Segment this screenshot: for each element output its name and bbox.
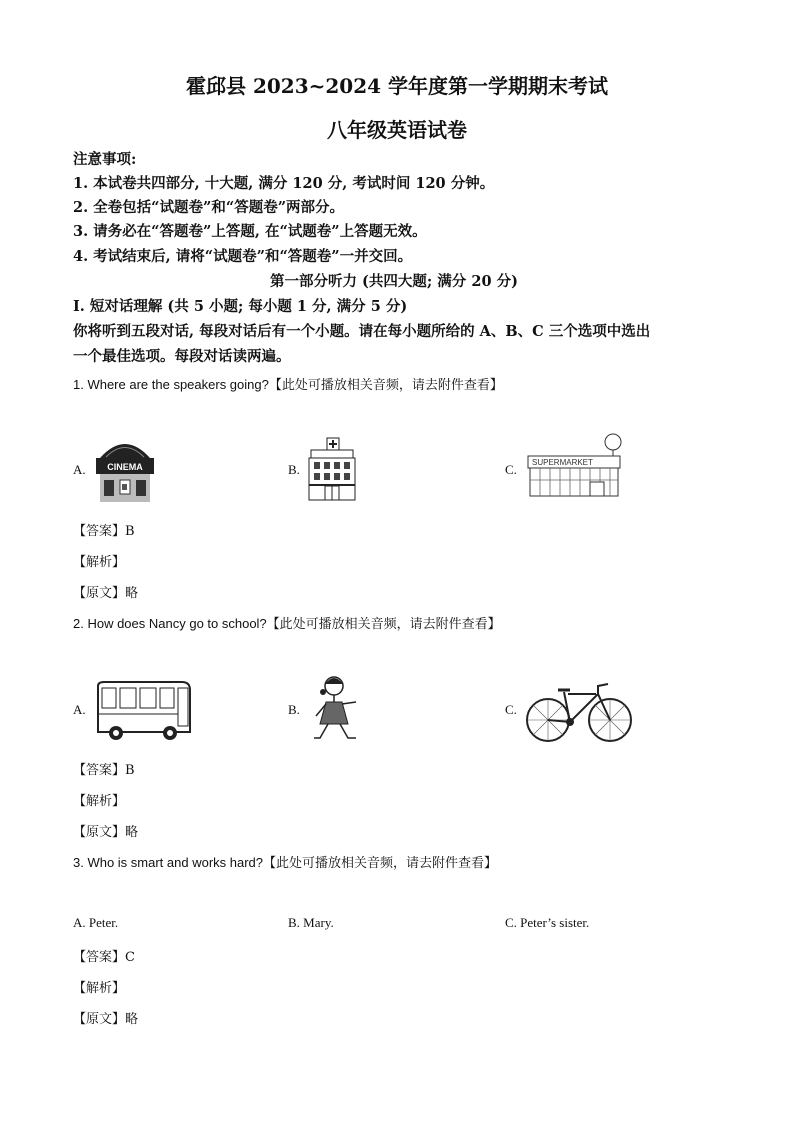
q3-option-b: B. Mary. (288, 915, 334, 930)
bus-icon (94, 678, 194, 742)
q2-analysis: 【解析】 (73, 794, 126, 809)
q3-option-c: C. Peter’s sister. (505, 915, 590, 930)
q3-answer: 【答案】C (73, 950, 135, 965)
walking-girl-icon (306, 672, 366, 746)
notes-heading: 注意事项: (73, 151, 137, 168)
q1-option-b-label: B. (288, 462, 300, 477)
section-title: I. 短对话理解 (共 5 小题; 每小题 1 分, 满分 5 分) (73, 298, 408, 315)
supermarket-icon (526, 432, 626, 498)
q1-original: 【原文】略 (73, 586, 139, 601)
hospital-icon (307, 436, 357, 502)
q3-option-a: A. Peter. (73, 915, 119, 930)
instruction-line-1: 你将听到五段对话, 每段对话后有一个小题。请在每小题所给的 A、B、C 三个选项中选出 (73, 323, 651, 340)
q1-option-a-label: A. (73, 462, 86, 477)
q3-analysis: 【解析】 (73, 981, 126, 996)
cinema-sign: CINEMA (107, 462, 143, 472)
question-2-text: 2. How does Nancy go to school?【此处可播放相关音频，请去附件查看】 (73, 616, 501, 631)
q2-answer: 【答案】B (73, 763, 135, 778)
question-3-text: 3. Who is smart and works hard?【此处可播放相关音频，请去附件查看】 (73, 855, 498, 870)
cinema-icon (92, 436, 158, 504)
q2-option-b-label: B. (288, 702, 300, 717)
notes-item-3: 3. 请务必在“答题卷”上答题, 在“试题卷”上答题无效。 (73, 223, 427, 240)
part-heading: 第一部分听力 (共四大题; 满分 20 分) (270, 273, 518, 290)
notes-item-2: 2. 全卷包括“试题卷”和“答题卷”两部分。 (73, 199, 345, 216)
instruction-line-2: 一个最佳选项。每段对话读两遍。 (73, 348, 291, 365)
supermarket-sign: SUPERMARKET (532, 458, 593, 467)
bicycle-icon (524, 676, 634, 746)
q2-original: 【原文】略 (73, 825, 139, 840)
exam-subtitle: 八年级英语试卷 (327, 118, 467, 142)
q3-original: 【原文】略 (73, 1012, 139, 1027)
question-1-text: 1. Where are the speakers going?【此处可播放相关音频，请去附件查看】 (73, 377, 503, 392)
exam-title: 霍邱县 2023~2024 学年度第一学期期末考试 (185, 74, 608, 98)
q1-analysis: 【解析】 (73, 555, 126, 570)
q2-option-a-label: A. (73, 702, 86, 717)
q1-option-c-label: C. (505, 462, 517, 477)
q2-option-c-label: C. (505, 702, 517, 717)
notes-item-1: 1. 本试卷共四部分, 十大题, 满分 120 分, 考试时间 120 分钟。 (73, 175, 495, 192)
notes-item-4: 4. 考试结束后, 请将“试题卷”和“答题卷”一并交回。 (73, 248, 413, 265)
q1-answer: 【答案】B (73, 524, 135, 539)
